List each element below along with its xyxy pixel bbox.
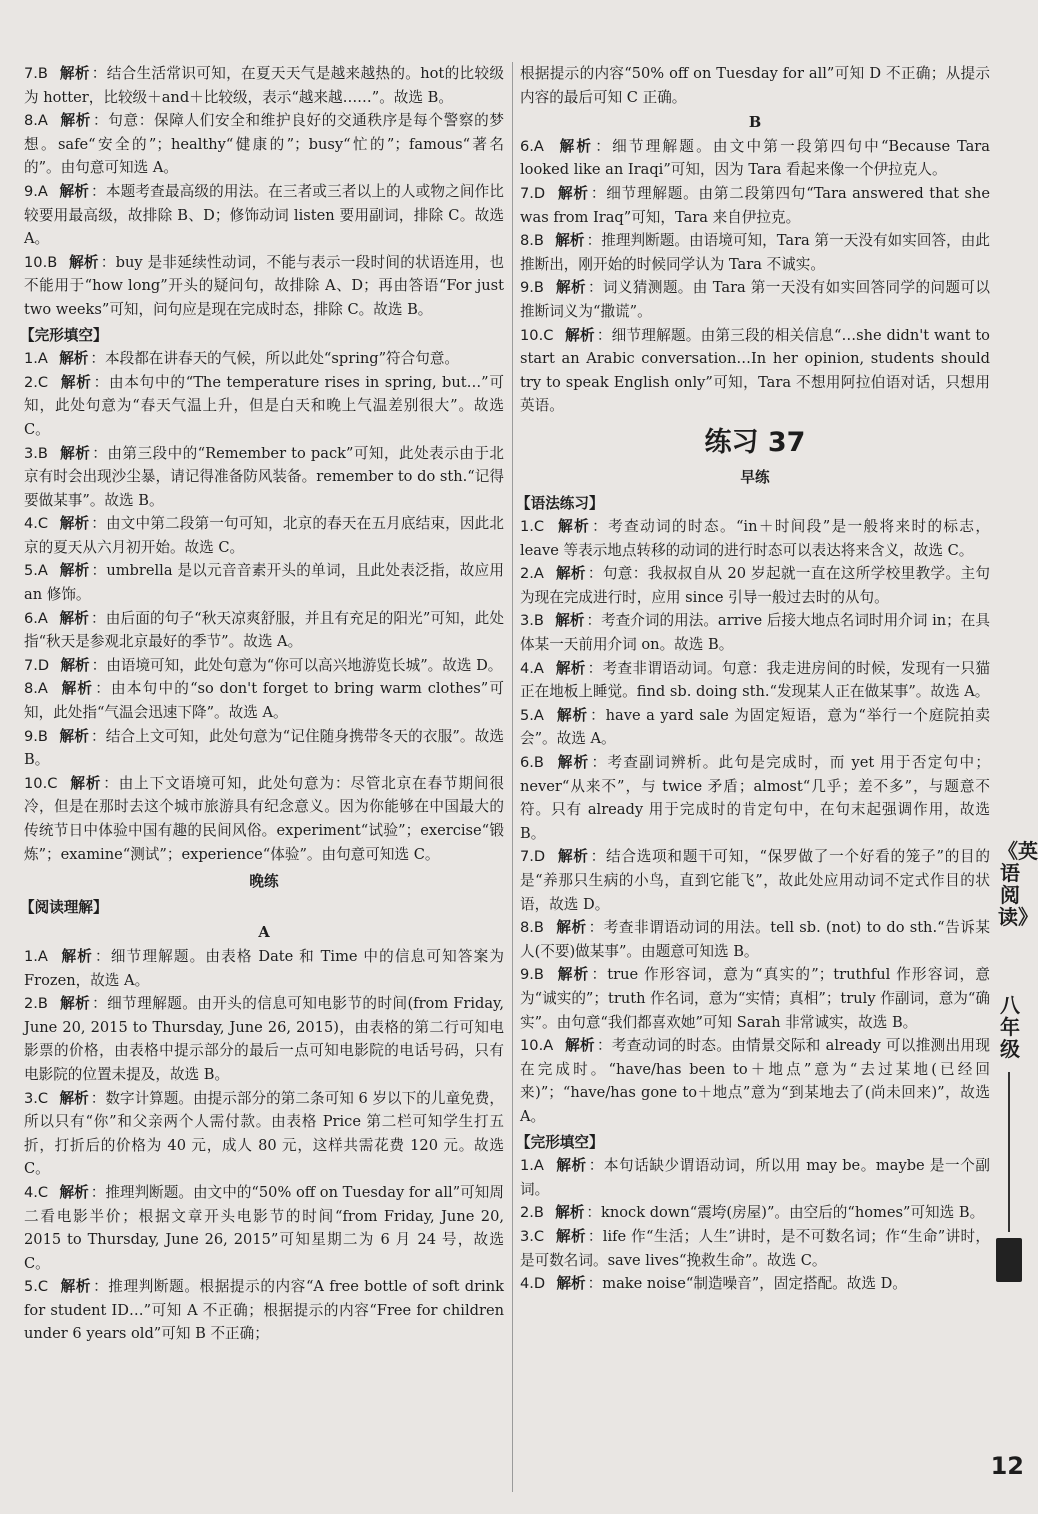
answer-key: 2.B <box>520 1204 544 1222</box>
answer-key: 3.C <box>24 1089 49 1107</box>
answer-key: 5.C <box>24 1278 49 1296</box>
answer-key: 8.B <box>520 232 544 250</box>
analysis-text: 结合选项和题干可知，“保罗做了一个好看的笼子”的目的是“养那只生病的小鸟，直到它能飞”，故此处应用动词不定式作目的状语，故选 D。 <box>520 848 990 913</box>
analysis-tag: 解析 <box>69 253 99 271</box>
answer-key: 2.A <box>520 565 544 583</box>
colon: ： <box>588 1157 604 1175</box>
answer-item <box>520 1034 990 1128</box>
analysis-text: 推理判断题。由语境可知，Tara 第一天没有如实回答，由此推断出，刚开始的时候同学认为 Tara 不诚实。 <box>520 232 990 273</box>
analysis-text: 句意：保障人们安全和维护良好的交通秩序是每个警察的梦想。safe“安全的”；healthy“健康的”；busy“忙的”；famous“著名的”。由句意可知选 A。 <box>24 112 504 177</box>
answer-key: 8.B <box>520 919 544 937</box>
analysis-text: 词义猜测题。由 Tara 第一天没有如实回答同学的问题可以推断词义为“撒谎”。 <box>520 279 990 320</box>
analysis-text: 细节理解题。由表格 Date 和 Time 中的信息可知答案为 Frozen，故选 A。 <box>24 947 504 989</box>
answer-key: 1.C <box>520 518 545 536</box>
answer-item <box>520 1272 990 1296</box>
analysis-tag: 解析 <box>59 562 90 580</box>
analysis-tag: 解析 <box>555 612 585 630</box>
analysis-tag: 解析 <box>557 848 589 866</box>
answer-key: 10.C <box>24 774 58 792</box>
answer-key: 4.C <box>24 1183 49 1201</box>
colon: ： <box>590 848 607 866</box>
answer-item <box>24 347 504 371</box>
answer-item <box>520 135 990 182</box>
colon: ： <box>595 137 613 155</box>
analysis-text: 细节理解题。由文中第一段第四句中“Because Tara looked like an Iraqi”可知，因为 Tara 看起来像一个伊拉克人。 <box>520 137 990 179</box>
analysis-text: 结合生活常识可知，在夏天天气是越来越热的。hot的比较级为 hotter，比较级＋and＋比较级，表示“越来越……”。故选 B。 <box>24 65 504 106</box>
answer-key: 8.A <box>24 112 48 130</box>
colon: ： <box>91 656 107 674</box>
colon: ： <box>588 919 604 937</box>
answer-continuation: 根据提示的内容“50% off on Tuesday for all”可知 D 不正确；从提示内容的最后可知 C 正确。 <box>520 65 990 106</box>
answer-item <box>24 654 504 678</box>
answer-key: 9.B <box>24 727 48 745</box>
answer-item <box>24 251 504 322</box>
answer-key: 7.B <box>24 65 48 82</box>
right-column <box>516 62 990 1296</box>
colon: ： <box>590 706 606 724</box>
analysis-tag: 解析 <box>61 680 94 698</box>
answer-item <box>520 276 990 323</box>
analysis-tag: 解析 <box>557 966 590 984</box>
colon: ： <box>587 1227 603 1245</box>
colon: ： <box>103 774 119 792</box>
analysis-tag: 解析 <box>556 919 587 937</box>
answer-key: 6.A <box>520 137 544 155</box>
colon: ： <box>586 232 602 250</box>
answer-key: 1.A <box>520 1157 544 1175</box>
answer-item <box>520 845 990 916</box>
answer-item <box>520 229 990 276</box>
colon: ： <box>91 182 106 200</box>
colon: ： <box>596 326 612 344</box>
left-column <box>20 62 505 1346</box>
colon: ： <box>591 754 608 772</box>
answer-item <box>24 677 504 724</box>
answer-item <box>24 1087 504 1181</box>
colon: ： <box>592 518 609 536</box>
answer-item <box>520 609 990 656</box>
answer-key: 4.A <box>520 659 544 677</box>
colon: ： <box>591 966 608 984</box>
analysis-tag: 解析 <box>565 1037 595 1055</box>
answer-item <box>24 62 504 109</box>
analysis-tag: 解析 <box>555 659 586 677</box>
answer-key: 3.C <box>520 1227 545 1245</box>
analysis-tag: 解析 <box>555 1204 585 1222</box>
analysis-tag: 解析 <box>59 1089 89 1107</box>
answer-item <box>520 657 990 704</box>
analysis-text: 本段都在讲春天的气候，所以此处“spring”符合句意。 <box>105 350 460 368</box>
analysis-text: 由文中第二段第一句可知，北京的春天在五月底结束，因此北京的夏天从六月初开始。故选 C。 <box>24 515 504 556</box>
analysis-text: 考查介词的用法。arrive 后接大地点名词时用介词 in；在具体某一天前用介词 on。故选 B。 <box>520 612 990 654</box>
analysis-tag: 解析 <box>565 326 595 344</box>
answer-item <box>24 442 504 513</box>
colon: ： <box>586 612 602 630</box>
answer-item <box>24 371 504 442</box>
analysis-tag: 解析 <box>558 518 591 536</box>
colon: ： <box>91 65 107 82</box>
section-heading: 【阅读理解】 <box>20 898 108 916</box>
grade-label: 八年级 <box>1000 993 1020 1061</box>
analysis-text: 考查动词的时态。由情景交际和 already 可以推测出用现在完成时。“have/has been to＋地点”意为“去过某地(已经回来)”；“have/has gone to＋地点”意为“到某地去了(尚未回来)”，故选 A。 <box>520 1037 990 1125</box>
analysis-text: 考查动词的时态。“in＋时间段”是一般将来时的标志，leave 等表示地点转移的动词的进行时态可以表达将来含义，故选 C。 <box>520 518 990 559</box>
answer-item <box>520 324 990 418</box>
analysis-text: 由本句中的“so don't forget to bring warm clothes”可知，此处指“气温会迅速下降”。故选 A。 <box>24 680 504 722</box>
answer-key: 8.A <box>24 680 48 698</box>
section-heading: 【完形填空】 <box>20 326 108 344</box>
colon: ： <box>90 1089 106 1107</box>
colon: ： <box>95 680 112 698</box>
colon: ： <box>93 112 109 130</box>
analysis-text: 考查非谓语动词。句意：我走进房间的时候，发现有一只猫正在地板上睡觉。find sb. doing sth.“发现某人正在做某事”。故选 A。 <box>520 659 990 701</box>
answer-key: 3.B <box>520 612 544 630</box>
section-heading: 【语法练习】 <box>516 494 604 512</box>
analysis-text: 本句话缺少谓语动词，所以用 may be。maybe 是一个副词。 <box>520 1157 990 1198</box>
colon: ： <box>91 562 107 580</box>
colon: ： <box>587 565 603 583</box>
answer-key: 1.A <box>24 350 48 368</box>
analysis-tag: 解析 <box>555 279 586 297</box>
colon: ： <box>90 350 106 368</box>
colon: ： <box>586 1204 602 1222</box>
answer-item <box>520 1154 990 1201</box>
analysis-text: 数字计算题。由提示部分的第二条可知 6 岁以下的儿童免费，所以只有“你”和父亲两个人需付款。由表格 Price 第二栏可知学生打五折，打折后的价格为 40 元，成人 80 元，这样共需花费 120 元。故选 C。 <box>24 1089 504 1178</box>
analysis-text: 由第三段中的“Remember to pack”可知，此处表示由于北京有时会出现沙尘暴，请记得准备防风装备。remember to do sth.“记得要做某事”。故选 B。 <box>24 444 504 509</box>
answer-key: 6.B <box>520 754 544 772</box>
analysis-text: 由本句中的“The temperature rises in spring, but…”可知，此处句意为“春天气温上升，但是白天和晚上气温差别很大”。故选 C。 <box>24 373 504 438</box>
analysis-text: 细节理解题。由开头的信息可知电影节的时间(from Friday, June 20, 2015 to Thursday, June 26, 2015)，由表格的第二行可知电影票的价格，由表格中提示部分的最后一点可知电影院的电话号码，只有电影院的位置未提及，故选 B。 <box>24 995 504 1083</box>
analysis-tag: 解析 <box>60 444 91 462</box>
answer-item <box>24 559 504 606</box>
answer-item <box>520 916 990 963</box>
answer-key: 4.C <box>24 515 49 533</box>
answer-key: 10.A <box>520 1037 554 1055</box>
answer-key: 10.B <box>24 253 58 271</box>
answer-key: 3.B <box>24 444 48 462</box>
answer-key: 5.A <box>24 562 48 580</box>
analysis-text: 细节理解题。由第三段的相关信息“…she didn't want to start an Arabic conversation…In her opinion, students should try to speak English only”可知，Tara 不想用阿拉伯语对话，只想用英语。 <box>520 326 990 415</box>
answer-key: 7.D <box>520 848 546 866</box>
answer-item <box>520 562 990 609</box>
answer-item <box>24 945 504 992</box>
colon: ： <box>92 995 108 1013</box>
colon: ： <box>587 279 603 297</box>
colon: ： <box>596 1037 612 1055</box>
analysis-text: 细节理解题。由第二段第四句“Tara answered that she was from Iraq”可知，Tara 来自伊拉克。 <box>520 184 990 226</box>
passage-label: A <box>258 924 270 942</box>
colon: ： <box>590 184 607 202</box>
answer-key: 9.B <box>520 279 544 297</box>
answer-key: 6.A <box>24 609 48 627</box>
analysis-tag: 解析 <box>70 774 102 792</box>
section-heading: 【完形填空】 <box>516 1133 604 1151</box>
colon: ： <box>93 373 109 391</box>
analysis-tag: 解析 <box>558 184 589 202</box>
answer-key: 2.B <box>24 995 48 1013</box>
colon: ： <box>92 444 108 462</box>
analysis-text: 本题考查最高级的用法。在三者或三者以上的人或物之间作比较要用最高级，故排除 B、D；修饰动词 listen 要用副词，排除 C。故选 A。 <box>24 182 504 248</box>
side-tab <box>994 839 1038 1400</box>
analysis-tag: 解析 <box>59 609 89 627</box>
session-heading: 早练 <box>740 468 770 486</box>
answer-item <box>520 963 990 1034</box>
analysis-text: 考查副词辨析。此句是完成时，而 yet 用于否定句中；never“从来不”，与 twice 矛盾；almost“几乎；差不多”，与题意不符。只有 already 用于完成时的肯定句中，在句末起强调作用，故选 B。 <box>520 754 990 842</box>
analysis-tag: 解析 <box>59 727 89 745</box>
passage-label: B <box>748 114 762 132</box>
analysis-tag: 解析 <box>60 373 92 391</box>
answer-key: 1.A <box>24 947 48 965</box>
book-title: 《英语阅读》 <box>998 839 1038 929</box>
analysis-tag: 解析 <box>557 754 590 772</box>
side-rule <box>1008 1072 1010 1232</box>
colon: ： <box>90 609 106 627</box>
answer-item <box>24 180 504 251</box>
answer-item <box>520 515 990 562</box>
analysis-text: 推理判断题。由文中的“50% off on Tuesday for all”可知周二看电影半价；根据文章开头电影节的时间“from Friday, June 20, 2015 to Thursday, June 26, 2015”可知星期二为 6 月 24 号，故选 C。 <box>24 1183 505 1272</box>
analysis-text: have a yard sale 为固定短语，意为“举行一个庭院拍卖会”。故选 A。 <box>520 706 990 748</box>
answer-key: 2.C <box>24 373 49 391</box>
column-divider <box>512 62 513 1492</box>
analysis-tag: 解析 <box>555 232 585 250</box>
answer-key: 4.D <box>520 1275 546 1293</box>
answer-item <box>520 704 990 751</box>
answer-key: 9.A <box>24 182 48 200</box>
analysis-tag: 解析 <box>59 350 89 368</box>
analysis-tag: 解析 <box>59 65 90 82</box>
analysis-text: life 作“生活；人生”讲时，是不可数名词；作“生命”讲时，是可数名词。save lives“挽救生命”。故选 C。 <box>520 1227 990 1269</box>
colon: ： <box>95 947 111 965</box>
analysis-tag: 解析 <box>59 1183 89 1201</box>
analysis-text: knock down“震垮(房屋)”。由空后的“homes”可知选 B。 <box>601 1204 985 1222</box>
answer-item <box>520 182 990 229</box>
colon: ： <box>90 1183 106 1201</box>
analysis-text: make noise“制造噪音”，固定搭配。故选 D。 <box>602 1275 907 1293</box>
analysis-text: buy 是非延续性动词，不能与表示一段时间的状语连用，也不能用于“how long”开头的疑问句，故排除 A、D；再由答语“For just two weeks”可知，问句应是现在完成时态，排除 C。故选 B。 <box>24 253 504 318</box>
analysis-text: 考查非谓语动词的用法。tell sb. (not) to do sth.“告诉某人(不要)做某事”。由题意可知选 B。 <box>520 919 990 960</box>
answer-item <box>24 992 504 1086</box>
exercise-title: 练习 37 <box>704 426 806 458</box>
page-number: 12 <box>990 1452 1024 1480</box>
colon: ： <box>587 1275 603 1293</box>
colon: ： <box>587 659 603 677</box>
analysis-text: 句意：我叔叔自从 20 岁起就一直在这所学校里教学。主句为现在完成进行时，应用 since 引导一般过去时的从句。 <box>520 565 990 606</box>
analysis-text: true 作形容词，意为“真实的”；truthful 作形容词，意为“诚实的”；truth 作名词，意为“实情；真相”；truly 作副词，意为“确实”。由句意“我们都喜欢她”可知 Sarah 非常诚实，故选 B。 <box>520 966 990 1031</box>
session-heading: 晚练 <box>249 873 279 891</box>
answer-key: 5.A <box>520 706 544 724</box>
answer-item <box>520 1225 990 1272</box>
colon: ： <box>91 515 106 533</box>
analysis-tag: 解析 <box>60 112 92 130</box>
answer-item <box>520 751 990 845</box>
answer-item <box>24 772 504 866</box>
analysis-tag: 解析 <box>60 1278 92 1296</box>
analysis-tag: 解析 <box>555 565 586 583</box>
colon: ： <box>91 727 106 745</box>
analysis-tag: 解析 <box>59 182 90 200</box>
answer-item <box>520 1201 990 1225</box>
answer-item <box>24 512 504 559</box>
analysis-tag: 解析 <box>61 947 94 965</box>
answer-item <box>24 725 504 772</box>
analysis-tag: 解析 <box>557 706 589 724</box>
analysis-text: 由后面的句子“秋天凉爽舒服，并且有充足的阳光”可知，此处指“秋天是参观北京最好的季节”。故选 A。 <box>24 609 504 651</box>
analysis-text: 由上下文语境可知，此处句意为：尽管北京在春节期间很冷，但是在那时去这个城市旅游具有纪念意义。因为你能够在中国最大的传统节日中体验中国有趣的民间风俗。experiment“试验”；exercise“锻炼”；examine“测试”；experience“体验”。由句意可知选 C。 <box>24 774 504 863</box>
analysis-text: 推理判断题。根据提示的内容“A free bottle of soft drink for student ID…”可知 A 不正确；根据提示的内容“Free for children under 6 years old”可知 B 不正确； <box>24 1278 504 1343</box>
answer-key: 9.B <box>520 966 544 984</box>
answer-item <box>24 109 504 180</box>
analysis-text: 结合上文可知，此处句意为“记住随身携带冬天的衣服”。故选 B。 <box>24 727 504 769</box>
analysis-text: 由语境可知，此处句意为“你可以高兴地游览长城”。故选 D。 <box>106 656 503 674</box>
answer-item <box>24 607 504 654</box>
analysis-text: umbrella 是以元音音素开头的单词，且此处表泛指，故应用 an 修饰。 <box>24 562 504 604</box>
logo-badge <box>996 1238 1022 1282</box>
analysis-tag: 解析 <box>559 137 594 155</box>
analysis-tag: 解析 <box>556 1157 587 1175</box>
analysis-tag: 解析 <box>556 1275 586 1293</box>
answer-item <box>24 1181 504 1275</box>
analysis-tag: 解析 <box>59 515 90 533</box>
answer-key: 7.D <box>24 656 50 674</box>
analysis-tag: 解析 <box>60 656 90 674</box>
answer-key: 7.D <box>520 184 546 202</box>
answer-item <box>24 1275 504 1346</box>
colon: ： <box>93 1278 109 1296</box>
answer-key: 10.C <box>520 326 554 344</box>
analysis-tag: 解析 <box>556 1227 586 1245</box>
analysis-tag: 解析 <box>60 995 91 1013</box>
colon: ： <box>100 253 116 271</box>
